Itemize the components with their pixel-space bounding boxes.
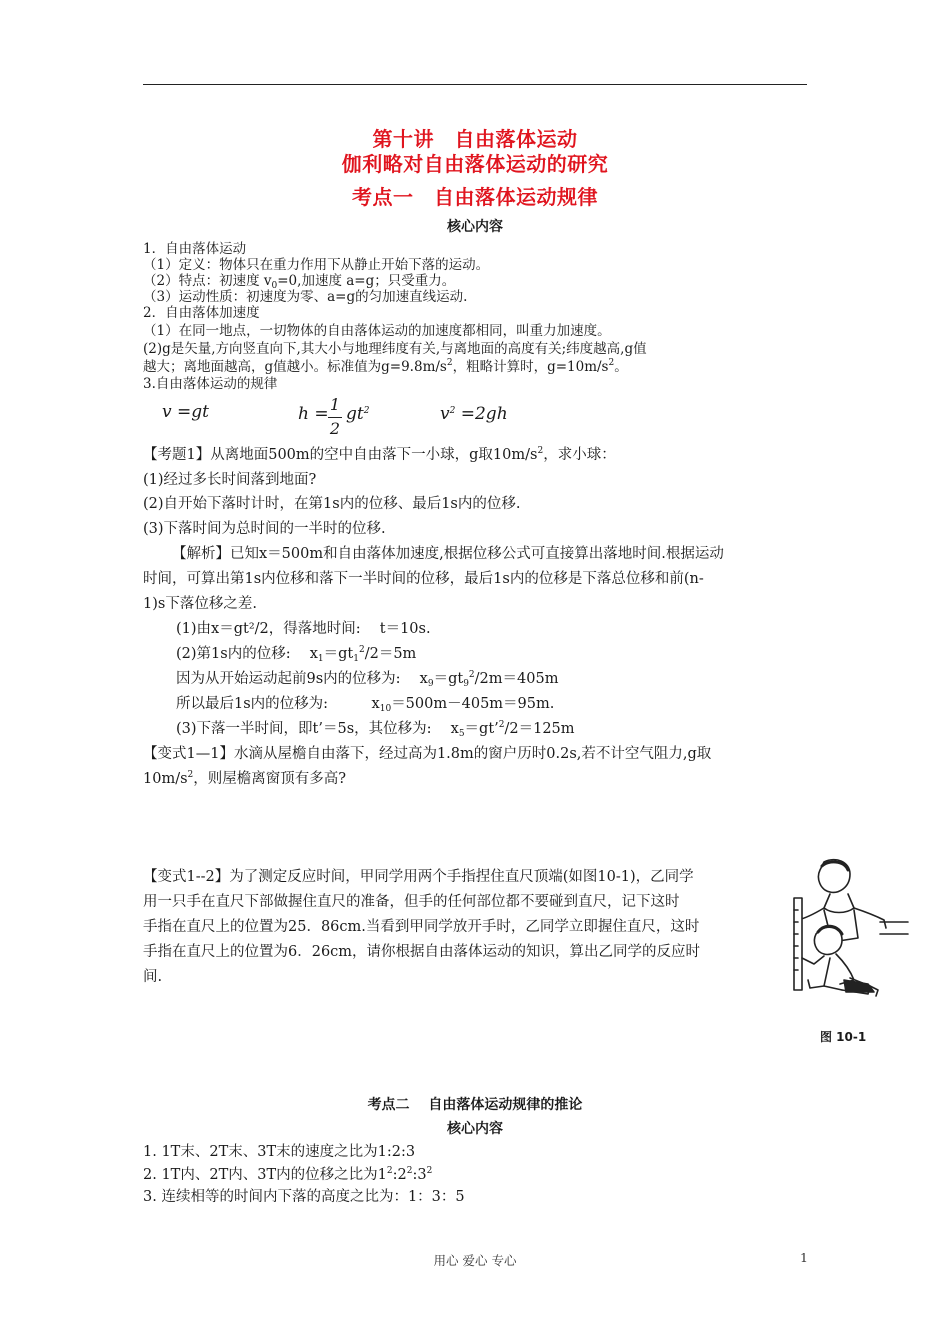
problem-1-part-1: (1)经过多长时间落到地面? — [143, 472, 317, 488]
variant-1-2-line-2: 用一只手在直尺下部做握住直尺的准备，但手的任何部位都不要碰到直尺，记下这时 — [143, 894, 680, 910]
lecture-subtitle: 伽利略对自由落体运动的研究 — [341, 152, 609, 176]
problem-1-part-2: (2)自开始下落时计时，在第1s内的位移、最后1s内的位移. — [143, 496, 521, 512]
solution-step-1: (1)由x＝gt²/2，得落地时间: t＝10s. — [176, 621, 431, 637]
footer-motto: 用心 爱心 专心 — [433, 1253, 517, 1268]
lecture-title: 第十讲 自由落体运动 — [372, 127, 578, 151]
inference-line-3: 3. 连续相等的时间内下落的高度之比为：1：3：5 — [143, 1189, 465, 1205]
problem-1-question: 【考题1】从离地面500m的空中自由落下一小球，g取$10m/s^2$，求小球： — [143, 446, 616, 463]
page-number: 1 — [800, 1250, 808, 1265]
formula-velocity-squared: $v^2 =2gh$ — [440, 404, 508, 424]
analysis-line-1: 【解析】已知x＝500m和自由落体加速度,根据位移公式可直接算出落地时间.根据运动 — [172, 546, 724, 562]
variant-1-2-line-3: 手指在直尺上的位置为25．86cm.当看到甲同学放开手时，乙同学立即握住直尺，这时 — [143, 919, 700, 935]
solution-step-5: (3)下落一半时间，即t’＝5s，其位移为: $x_5=gt’^2/2=125m$ — [176, 720, 575, 739]
core-line-1: 1．自由落体运动 — [143, 241, 247, 257]
variant-1-1-line-1: 【变式1—1】水滴从屋檐自由落下，经过高为1.8m的窗户历时0.2s,若不计空气阻力,g取 — [143, 746, 712, 762]
variant-1-2-line-4: 手指在直尺上的位置为6．26cm，请你根据自由落体运动的知识，算出乙同学的反应时 — [143, 944, 701, 960]
core-line-9: 3.自由落体运动的规律 — [143, 376, 278, 392]
core-line-2: （1）定义：物体只在重力作用下从静止开始下落的运动。 — [143, 257, 490, 273]
solution-step-4: 所以最后1s内的位移为: $x_{10}=500m-405m=95m$. — [176, 696, 555, 714]
figure-caption: 图 10-1 — [820, 1030, 867, 1044]
inference-line-2: 2. 1T内、2T内、3T内的位移之比为$1^2:2^2:3^2$ — [143, 1166, 433, 1183]
header-rule — [143, 84, 807, 85]
core-content-heading-1: 核心内容 — [447, 219, 503, 235]
formula-velocity: v =gt — [162, 402, 209, 422]
core-line-7: (2)g是矢量,方向竖直向下,其大小与地理纬度有关,与离地面的高度有关;纬度越高,g值 — [143, 341, 647, 357]
analysis-line-2: 时间，可算出第1s内位移和落下一半时间的位移，最后1s内的位移是下落总位移和前(n- — [143, 571, 704, 587]
core-line-3: （2）特点：初速度 $v_0=0$,加速度 a=g；只受重力。 — [143, 273, 456, 291]
section-title-2: 考点二 自由落体运动规律的推论 — [367, 1097, 583, 1113]
solution-step-3: 因为从开始运动起前9s内的位移为: $x_9=gt_9^2/2m=405m$ — [176, 670, 559, 689]
core-line-4: （3）运动性质：初速度为零、a=g的匀加速直线运动. — [143, 289, 468, 305]
variant-1-2-line-5: 间. — [143, 969, 163, 985]
core-line-5: 2．自由落体加速度 — [143, 305, 260, 321]
core-content-heading-2: 核心内容 — [447, 1121, 503, 1137]
section-title-1: 考点一 自由落体运动规律 — [352, 185, 598, 209]
reaction-time-illustration — [784, 858, 910, 1008]
problem-1-part-3: (3)下落时间为总时间的一半时的位移. — [143, 521, 386, 537]
analysis-line-3: 1)s下落位移之差. — [143, 596, 257, 612]
solution-step-2: (2)第1s内的位移: $x_1=gt_1^2/2=5m$ — [176, 645, 417, 664]
variant-1-1-line-2: $10m/s^2$，则屋檐离窗顶有多高? — [143, 770, 347, 787]
core-line-8: 越大；离地面越高，g值越小。标准值为$g=9.8m/s^2$，粗略计算时，$g=10m/s^2$。 — [143, 358, 628, 375]
inference-line-1: 1. 1T末、2T末、3T末的速度之比为1:2:3 — [143, 1144, 416, 1160]
variant-1-2-line-1: 【变式1--2】为了测定反应时间，甲同学用两个手指捏住直尺顶端(如图10-1)，乙同学 — [143, 869, 694, 885]
core-line-6: （1）在同一地点，一切物体的自由落体运动的加速度都相同，叫重力加速度。 — [143, 323, 611, 339]
